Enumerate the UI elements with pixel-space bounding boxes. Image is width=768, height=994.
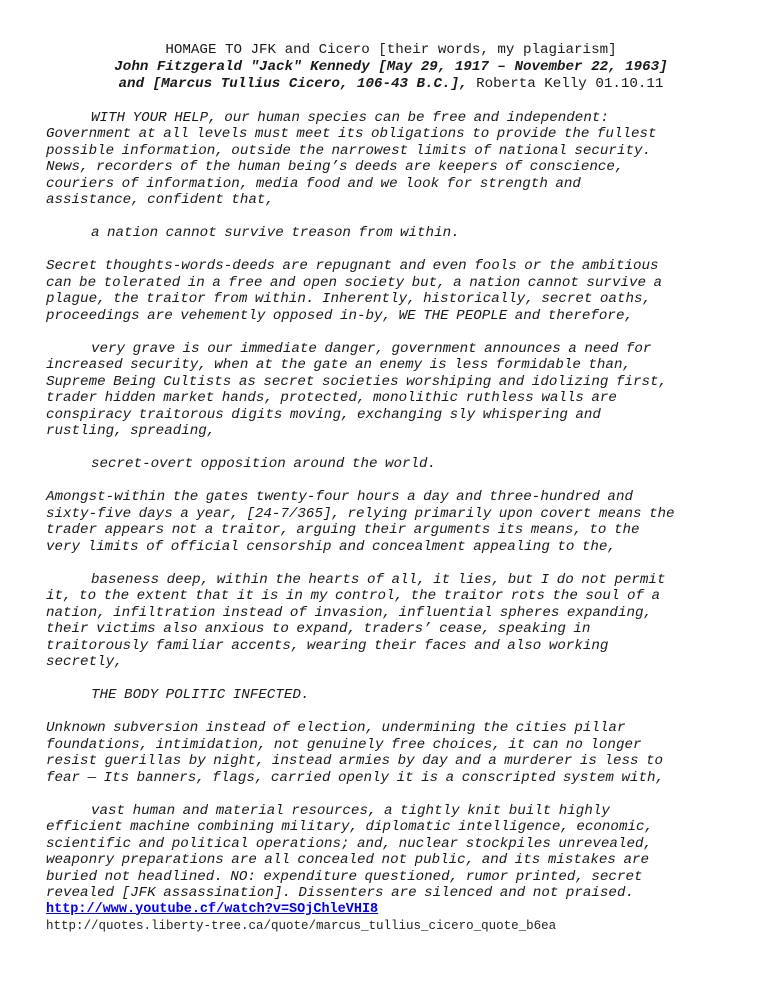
- paragraph-gap: [46, 440, 736, 457]
- paragraph-line: increased security, when at the gate an enemy is less formidable than,: [46, 357, 631, 373]
- paragraph-line: Amongst-within the gates twenty-four hours a day and three-hundred and: [46, 489, 633, 505]
- paragraph-line: Supreme Being Cultists as secret societies worshiping and idolizing first,: [46, 373, 668, 390]
- paragraph-line: very limits of official censorship and concealment appealing to the,: [46, 538, 616, 555]
- paragraph-line: efficient machine combining military, diplomatic intelligence, economic,: [46, 819, 653, 835]
- paragraph-line: Government at all levels must meet its obligations to provide the fullest: [46, 126, 657, 142]
- paragraph-line: possible information, outside the narrowest limits of national security.: [46, 142, 651, 159]
- paragraph-line: plague, the traitor from within. Inherently, historically, secret oaths,: [46, 291, 651, 307]
- subtitle-cicero-text: and [Marcus Tullius Cicero, 106-43 B.C.],: [118, 76, 468, 92]
- paragraph: [46, 456, 736, 473]
- paragraph-gap: [46, 555, 736, 572]
- paragraph: [46, 341, 736, 440]
- paragraph-line: conspiracy traitorous digits moving, exchanging sly whispering and: [46, 406, 601, 423]
- paragraph-gap: [46, 473, 736, 490]
- paragraph: [46, 110, 736, 209]
- paragraph-line: nation, infiltration instead of invasion, influential spheres expanding,: [46, 604, 652, 621]
- paragraph-line: it, to the extent that it is in my control, the traitor rots the soul of a: [46, 588, 661, 604]
- paragraph-line: buried not headlined. NO: expenditure questioned, rumor printed, secret: [46, 868, 643, 885]
- paragraph-line: couriers of information, media food and we look for strength and: [46, 175, 581, 192]
- paragraph-line: weaponry preparations are all concealed not public, and its mistakes are: [46, 852, 649, 868]
- paragraph-line: traitorously familiar accents, wearing their faces and also working: [46, 637, 609, 654]
- paragraph-line: baseness deep, within the hearts of all, it lies, but I do not permit: [91, 571, 666, 588]
- quote-link[interactable]: http://quotes.liberty-tree.ca/quote/marcus_tullius_cicero_quote_b6ea: [46, 918, 557, 933]
- paragraph-line: very grave is our immediate danger, government announces a need for: [91, 340, 652, 357]
- paragraph-line: revealed [JFK assassination]. Dissenters are silenced and not praised.: [46, 885, 634, 901]
- document-body: [46, 110, 736, 902]
- paragraph: [46, 803, 736, 902]
- paragraph-gap: [46, 786, 736, 803]
- paragraph-line: rustling, spreading,: [46, 423, 216, 439]
- document-page: [46, 42, 736, 934]
- subtitle-jfk: [46, 59, 736, 76]
- paragraph-line: scientific and political operations; and, nuclear stockpiles unrevealed,: [46, 835, 652, 852]
- paragraph-line: WITH YOUR HELP, our human species can be free and independent:: [91, 109, 609, 126]
- paragraph: [46, 720, 736, 786]
- title-line: HOMAGE TO JFK and Cicero [their words, my plagiarism]: [165, 42, 617, 58]
- paragraph-line: secretly,: [46, 654, 123, 670]
- paragraph-line: trader appears not a traitor, arguing their arguments its means, to the: [46, 522, 640, 538]
- paragraph: [46, 225, 736, 242]
- paragraph-line: News, recorders of the human being’s deeds are keepers of conscience,: [46, 159, 624, 175]
- paragraph-line: trader hidden market hands, protected, monolithic ruthless walls are: [46, 390, 617, 406]
- paragraph: [46, 489, 736, 555]
- paragraph: [46, 258, 736, 324]
- paragraph-line: vast human and material resources, a tightly knit built highly: [91, 802, 610, 819]
- paragraph-line: can be tolerated in a free and open society but, a nation cannot survive a: [46, 274, 663, 291]
- paragraph-line: THE BODY POLITIC INFECTED.: [91, 687, 310, 703]
- paragraph-line: fear — Its banners, flags, carried openly it is a conscripted system with,: [46, 769, 665, 786]
- subtitle-cicero: [46, 76, 736, 93]
- paragraph-line: Unknown subversion instead of election, undermining the cities pillar: [46, 720, 626, 736]
- paragraph-line: their victims also anxious to expand, traders’ cease, speaking in: [46, 621, 591, 637]
- youtube-link[interactable]: http://www.youtube.cf/watch?v=SOjChleVHI8: [46, 901, 379, 917]
- paragraph: [46, 572, 736, 671]
- paragraph-gap: [46, 324, 736, 341]
- paragraph-line: a nation cannot survive treason from within.: [91, 225, 460, 241]
- paragraph-gap: [46, 209, 736, 226]
- paragraph-line: proceedings are vehemently opposed in-by, WE THE PEOPLE and therefore,: [46, 307, 633, 324]
- paragraph: [46, 687, 736, 704]
- paragraph-line: sixty-five days a year, [24-7/365], relying primarily upon covert means the: [46, 505, 675, 522]
- paragraph-line: resist guerillas by night, instead armies by day and a murderer is less to: [46, 753, 664, 769]
- spacer: [46, 93, 736, 110]
- paragraph-gap: [46, 671, 736, 688]
- paragraph-line: Secret thoughts-words-deeds are repugnant and even fools or the ambitious: [46, 258, 659, 274]
- paragraph-gap: [46, 704, 736, 721]
- subtitle-jfk-text: John Fitzgerald "Jack" Kennedy [May 29, 1917 – November 22, 1963]: [114, 59, 668, 75]
- paragraph-gap: [46, 242, 736, 259]
- paragraph-line: foundations, intimidation, not genuinely free choices, it can no longer: [46, 736, 642, 753]
- paragraph-line: secret-overt opposition around the world.: [91, 456, 437, 472]
- author-date: Roberta Kelly 01.10.11: [467, 76, 664, 92]
- paragraph-line: assistance, confident that,: [46, 192, 274, 208]
